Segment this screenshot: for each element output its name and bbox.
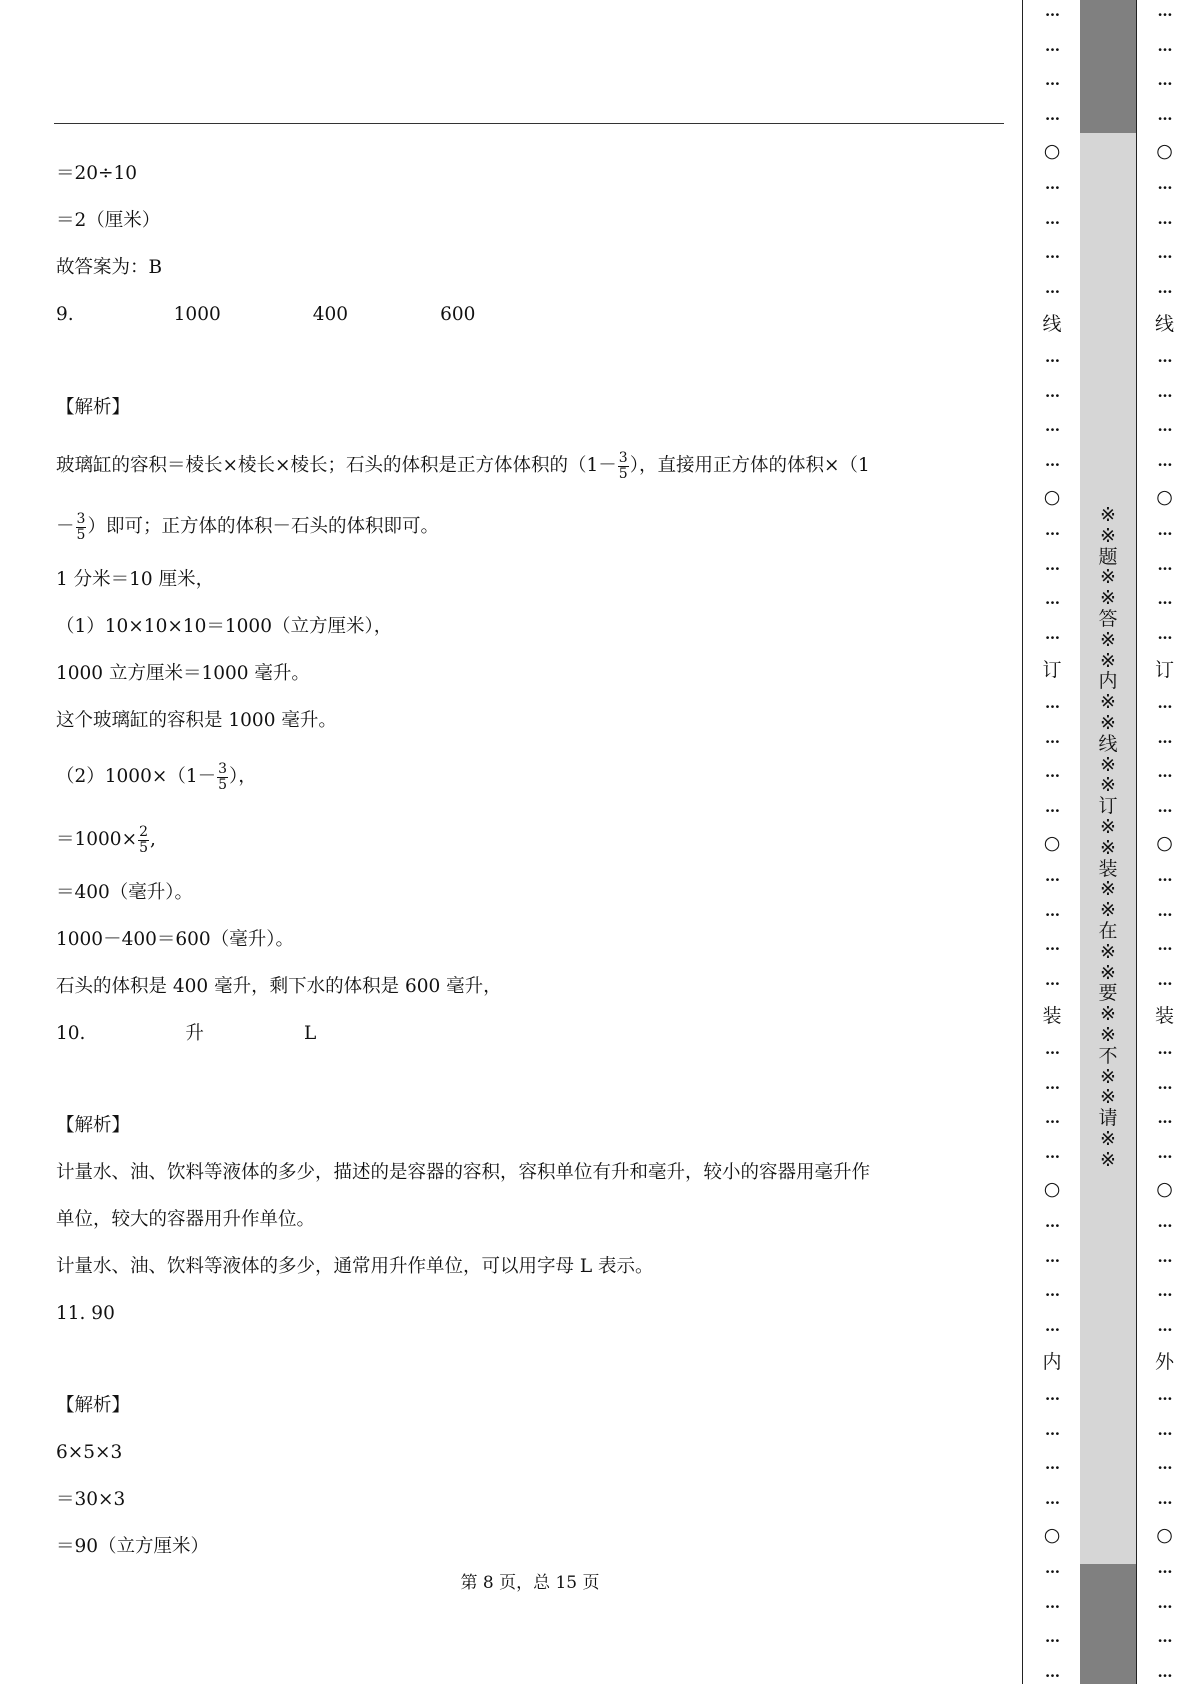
warning-char: ※ [1100,753,1116,776]
warning-char: 答 [1098,607,1118,630]
question-number: 9. [56,304,74,325]
binding-dots: … [1157,244,1172,263]
binding-dots: … [1045,555,1059,574]
warning-char: ※ [1100,836,1116,859]
analysis-heading: 【解析】 [56,1395,131,1416]
binding-label: 线 [1154,313,1174,336]
binding-circle: ○ [1156,1524,1173,1547]
binding-dots: … [1045,175,1059,193]
line-12-text-b: ）， [229,766,257,787]
warning-char: ※ [1100,1148,1116,1171]
binding-dots: … [1045,1213,1059,1231]
fraction-denominator: 5 [139,839,149,856]
binding-dots: … [1045,1109,1059,1128]
binding-dots: … [1157,417,1172,436]
binding-dots: … [1045,36,1059,55]
binding-dots: … [1157,1628,1172,1647]
binding-dots: … [1045,728,1059,747]
line-1: ＝20÷10 [56,163,138,184]
binding-dots: … [1045,867,1059,885]
binding-dots: … [1157,348,1172,366]
binding-dots: … [1157,797,1172,816]
binding-dots: … [1157,1247,1172,1266]
line-21: 计量水、油、饮料等液体的多少，通常用升作单位，可以用字母 L 表示。 [56,1256,654,1277]
fraction-numerator: 2 [139,823,149,840]
binding-dots: … [1157,36,1172,55]
binding-dots: … [1045,1628,1059,1647]
warning-char: ※ [1100,940,1116,963]
fraction-numerator: 3 [76,510,86,527]
header-rule [54,123,1004,124]
fraction-three-fifths [76,512,87,542]
binding-dots: … [1157,867,1172,885]
binding-dots: … [1157,2,1172,20]
binding-dots: … [1045,624,1059,643]
binding-dots: … [1045,1040,1059,1058]
binding-dots: … [1045,590,1059,609]
binding-dots: … [1157,1316,1172,1335]
binding-dots: … [1045,1559,1059,1577]
binding-label: 线 [1042,313,1062,336]
answer-blank-2: L [303,1023,317,1044]
binding-dots: … [1045,521,1059,539]
warning-char: ※ [1100,649,1116,672]
binding-dots: … [1157,936,1172,955]
binding-circle: ○ [1156,1178,1173,1201]
line-12 [56,755,257,799]
binding-dots: … [1045,936,1059,955]
page-footer: 第 8 页，总 15 页 [460,1573,600,1593]
binding-label: 装 [1154,1005,1174,1028]
binding-column-inner [1022,0,1082,1684]
binding-dots: … [1045,763,1059,782]
binding-dots: … [1045,970,1059,989]
binding-dots: … [1157,1662,1172,1681]
binding-dots: … [1157,1074,1172,1093]
answer-11: 11. 90 [56,1303,115,1324]
binding-label: 装 [1042,1005,1062,1028]
warning-char: ※ [1100,899,1116,922]
binding-warning-text [1080,505,1136,1171]
binding-circle: ○ [1043,486,1061,509]
line-12-text-a: （2）1000×（1－ [56,766,217,787]
warning-char: ※ [1100,691,1116,714]
warning-char: ※ [1100,774,1116,797]
binding-dots: … [1157,1559,1172,1577]
analysis-heading: 【解析】 [56,1115,131,1136]
binding-dots: … [1157,1489,1172,1508]
line-11: 这个玻璃缸的容积是 1000 毫升。 [56,710,337,731]
binding-dots: … [1045,1420,1059,1439]
binding-dots: … [1045,1489,1059,1508]
answer-10 [56,1025,316,1044]
binding-dots: … [1157,451,1172,470]
binding-dots: … [1157,1420,1172,1439]
line-26: ＝90（立方厘米） [56,1536,210,1557]
line-2: ＝2（厘米） [56,210,161,231]
binding-column-outer [1136,0,1191,1684]
binding-circle: ○ [1156,832,1173,855]
binding-dots: … [1045,451,1059,470]
binding-dots: … [1157,590,1172,609]
binding-circle: ○ [1043,1524,1061,1547]
line-7-text-b: ）即可；正方体的体积－石头的体积即可。 [87,516,439,537]
warning-char: 订 [1098,795,1118,818]
answer-blank-3: 600 [440,304,476,325]
binding-dots: … [1045,1386,1059,1404]
fraction-two-fifths [138,825,149,855]
binding-dots: … [1157,555,1172,574]
answer-blank-1: 升 [185,1023,204,1044]
line-19: 计量水、油、饮料等液体的多少，描述的是容器的容积，容积单位有升和毫升，较小的容器用毫升作 [56,1162,871,1183]
warning-char: ※ [1100,524,1116,547]
warning-char: ※ [1100,878,1116,901]
binding-dots: … [1045,417,1059,436]
binding-circle: ○ [1043,1178,1061,1201]
binding-dots: … [1157,728,1172,747]
fraction-numerator: 3 [618,449,628,466]
question-number: 10. [56,1023,86,1044]
warning-char: 装 [1098,857,1118,880]
binding-label: 外 [1154,1351,1174,1374]
binding-dots: … [1045,797,1059,816]
line-8: 1 分米＝10 厘米， [56,569,215,590]
binding-label: 订 [1042,659,1062,682]
line-3: 故答案为：B [56,257,163,278]
warning-char: ※ [1100,1127,1116,1150]
binding-label: 订 [1154,659,1174,682]
binding-dots: … [1157,521,1172,539]
line-25: ＝30×3 [56,1489,126,1510]
fraction-three-fifths [618,451,629,481]
binding-dots: … [1045,1282,1059,1301]
warning-char: 内 [1098,670,1118,693]
binding-dots: … [1157,763,1172,782]
line-9: （1）10×10×10＝1000（立方厘米）， [56,616,393,637]
binding-dots: … [1157,1213,1172,1231]
binding-dots: … [1045,901,1059,920]
warning-char: ※ [1100,1023,1116,1046]
binding-dots: … [1045,209,1059,228]
fraction-denominator: 5 [76,526,86,543]
binding-dots: … [1045,1143,1059,1162]
warning-char: ※ [1100,1003,1116,1026]
binding-dots: … [1157,175,1172,193]
line-16: 石头的体积是 400 毫升，剩下水的体积是 600 毫升， [56,976,502,997]
answer-blank-1: 1000 [173,304,221,325]
fraction-three-fifths [217,762,228,792]
line-6-text-a: 玻璃缸的容积＝棱长×棱长×棱长；石头的体积是正方体体积的（1－ [56,455,617,476]
line-13 [56,818,156,862]
line-6 [56,444,870,488]
binding-dots: … [1157,209,1172,228]
binding-dots: … [1157,1143,1172,1162]
binding-dots: … [1157,1593,1172,1612]
binding-dots: … [1045,1074,1059,1093]
warning-char: ※ [1100,628,1116,651]
binding-dots: … [1045,278,1059,297]
binding-dots: … [1157,382,1172,401]
binding-dots: … [1157,1455,1172,1474]
binding-dots: … [1157,694,1172,712]
binding-dots: … [1157,1109,1172,1128]
binding-dots: … [1157,105,1172,124]
binding-circle: ○ [1043,832,1061,855]
warning-char: 线 [1098,732,1118,755]
binding-dots: … [1157,1040,1172,1058]
warning-char: 不 [1098,1044,1118,1067]
line-20: 单位，较大的容器用升作单位。 [56,1209,316,1230]
analysis-heading: 【解析】 [56,397,131,418]
warning-char: 题 [1098,545,1118,568]
binding-dots: … [1157,901,1172,920]
binding-dots: … [1045,1316,1059,1335]
binding-dots: … [1045,71,1059,90]
warning-char: ※ [1100,815,1116,838]
warning-char: ※ [1100,566,1116,589]
answer-blank-2: 400 [312,304,349,325]
binding-dots: … [1157,278,1172,297]
binding-dots: … [1045,2,1059,20]
binding-dots: … [1045,1247,1059,1266]
warning-char: 要 [1098,982,1118,1005]
binding-dots: … [1157,1386,1172,1404]
line-10: 1000 立方厘米＝1000 毫升。 [56,663,310,684]
answer-9 [56,306,475,325]
line-13-text-b: , [150,829,156,850]
binding-strip-bottom-block [1080,1564,1136,1684]
warning-char: ※ [1100,1086,1116,1109]
binding-dots: … [1045,1455,1059,1474]
line-24: 6×5×3 [56,1442,123,1463]
binding-dots: … [1045,244,1059,263]
warning-char: ※ [1100,961,1116,984]
line-14: ＝400（毫升）。 [56,882,194,903]
line-7-text-a: － [56,516,75,537]
binding-circle: ○ [1156,486,1173,509]
warning-char: 请 [1098,1107,1118,1130]
binding-label: 内 [1042,1351,1062,1374]
binding-dots: … [1045,348,1059,366]
warning-char: ※ [1100,1065,1116,1088]
binding-dots: … [1045,382,1059,401]
fraction-denominator: 5 [618,465,628,482]
warning-char: ※ [1100,504,1116,526]
binding-circle: ○ [1156,140,1173,163]
line-15: 1000－400＝600（毫升）。 [56,929,294,950]
binding-dots: … [1157,1282,1172,1301]
fraction-denominator: 5 [218,776,228,793]
warning-char: ※ [1100,711,1116,734]
binding-strip [1080,0,1136,1684]
warning-char: ※ [1100,587,1116,610]
binding-dots: … [1157,71,1172,90]
binding-strip-top-block [1080,0,1136,133]
warning-char: 在 [1098,919,1118,942]
binding-dots: … [1157,624,1172,643]
binding-dots: … [1045,105,1059,124]
binding-circle: ○ [1043,140,1061,163]
binding-dots: … [1045,1662,1059,1681]
binding-dots: … [1157,970,1172,989]
line-6-text-b: ），直接用正方体的体积×（1 [629,455,870,476]
fraction-numerator: 3 [218,760,228,777]
binding-dots: … [1045,1593,1059,1612]
binding-dots: … [1045,694,1059,712]
line-13-text-a: ＝1000× [56,829,138,850]
line-7 [56,505,439,549]
